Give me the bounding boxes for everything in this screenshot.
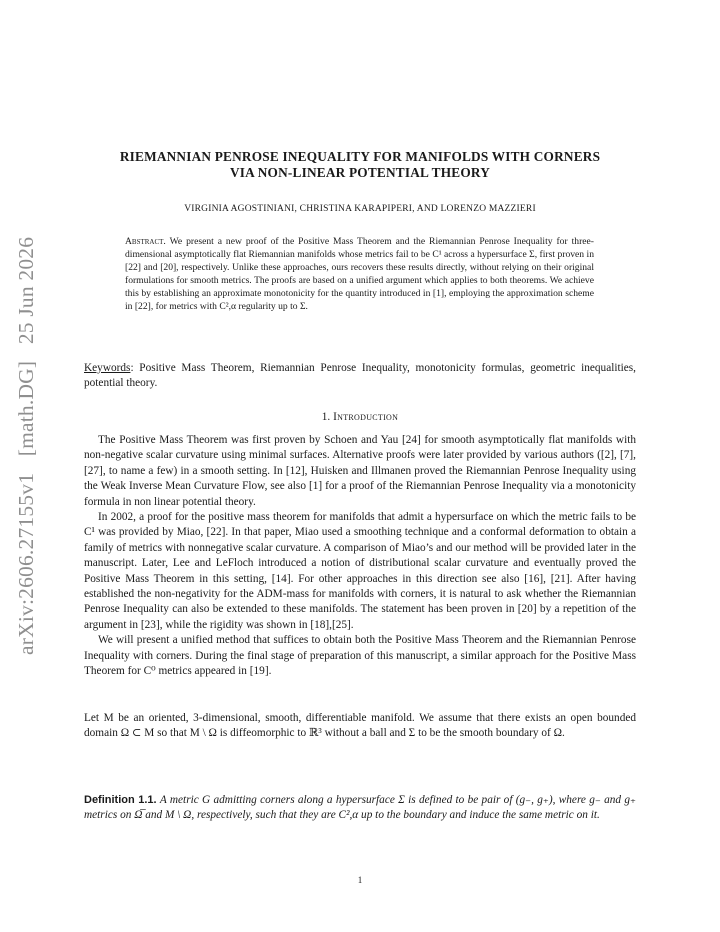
arxiv-date: 25 Jun 2026 bbox=[14, 236, 38, 345]
title-line-1: RIEMANNIAN PENROSE INEQUALITY FOR MANIFOLDS WITH CORNERS bbox=[119, 149, 601, 164]
abstract-label: Abstract. bbox=[125, 236, 166, 247]
definition-block bbox=[84, 793, 636, 824]
arxiv-identifier-stamp bbox=[14, 226, 39, 655]
title-line-2: VIA NON-LINEAR POTENTIAL THEORY bbox=[229, 165, 491, 180]
keywords-label: Keywords bbox=[84, 362, 131, 374]
definition-text: A metric G admitting corners along a hypersurface Σ is defined to be pair of (g₋, g₊), where g₋ and g₊ metrics on Ω̅ and M \ Ω, respectively, such that they are C²,α up to the boundary and induce the same metric on it. bbox=[84, 794, 636, 822]
setting-paragraph bbox=[84, 711, 636, 742]
section-title: Introduction bbox=[333, 411, 399, 423]
author-list: VIRGINIA AGOSTINIANI, CHRISTINA KARAPIPERI, AND LORENZO MAZZIERI bbox=[184, 204, 536, 214]
abstract-text: We present a new proof of the Positive Mass Theorem and the Riemannian Penrose Inequality for three-dimensional asymptotically flat Riemannian manifolds whose metrics fail to be C¹ across a hypersurface Σ, first proven in [22] and [20], respectively. Unlike these approaches, ours recovers these results directly, without relying on their original formulations for smooth metrics. The proofs are based on a unified argument which applies to both theorems. We achieve this by establishing an approximate monotonicity for the quantity introduced in [1], employing the approximation scheme in [22], for metrics with C²,α regularity up to Σ. bbox=[125, 236, 594, 312]
introduction-body bbox=[84, 433, 636, 680]
paper-title bbox=[84, 149, 636, 181]
section-number: 1. bbox=[321, 411, 331, 423]
paragraph-3: We will present a unified method that suffices to obtain both the Positive Mass Theorem and the Riemannian Penrose Inequality with corners. During the final stage of preparation of this manuscript, a similar approach for the Positive Mass Theorem for C⁰ metrics appeared in [19]. bbox=[84, 634, 636, 678]
keywords bbox=[84, 361, 636, 392]
arxiv-id: arXiv:2606.27155v1 bbox=[14, 472, 38, 655]
definition-label: Definition 1.1. bbox=[84, 794, 157, 806]
paragraph-4: Let M be an oriented, 3-dimensional, smooth, differentiable manifold. We assume that there exists an open bounded domain Ω ⊂ M so that M \ Ω is diffeomorphic to ℝ³ without a ball and Σ to be the smooth boundary of Ω. bbox=[84, 712, 636, 740]
paragraph-1: The Positive Mass Theorem was first proven by Schoen and Yau [24] for smooth asymptotically flat manifolds with non-negative scalar curvature using minimal surfaces. Alternative proofs were later provided by various authors ([2], [7], [27], to name a few) in a smooth setting. In [12], Huisken and Illmanen proved the Riemannian Penrose Inequality using the Weak Inverse Mean Curvature Flow, see also [1] for a proof of the Riemannian Penrose Inequality via a monotonicity formula in non linear potential theory. bbox=[84, 434, 636, 508]
paragraph-2: In 2002, a proof for the positive mass theorem for manifolds that admit a hypersurface on which the metric fails to be C¹ was provided by Miao, [22]. In that paper, Miao used a smoothing technique and a conformal deformation to obtain a family of metrics with nonnegative scalar curvature. A comparison of Miao’s and our method will be provided later in the manuscript. Later, Lee and LeFloch introduced a notion of distributional scalar curvature and eventually proved the Positive Mass Theorem in this setting, [14]. For other approaches in this direction see also [16], [21]. After having established the non-negativity for the ADM-mass for manifolds with corners, it is natural to ask whether the Riemannian Penrose Inequality can also be extended to these manifolds. The statement has been proven in [20] by a repetition of the argument in [23], while the rigidity was shown in [18],[25]. bbox=[84, 511, 636, 631]
section-heading bbox=[84, 411, 636, 423]
abstract bbox=[125, 236, 594, 313]
arxiv-category: [math.DG] bbox=[14, 360, 38, 457]
keywords-text: : Positive Mass Theorem, Riemannian Penrose Inequality, monotonicity formulas, geometric inequalities, potential theory. bbox=[84, 362, 636, 390]
page-number: 1 bbox=[357, 875, 363, 885]
